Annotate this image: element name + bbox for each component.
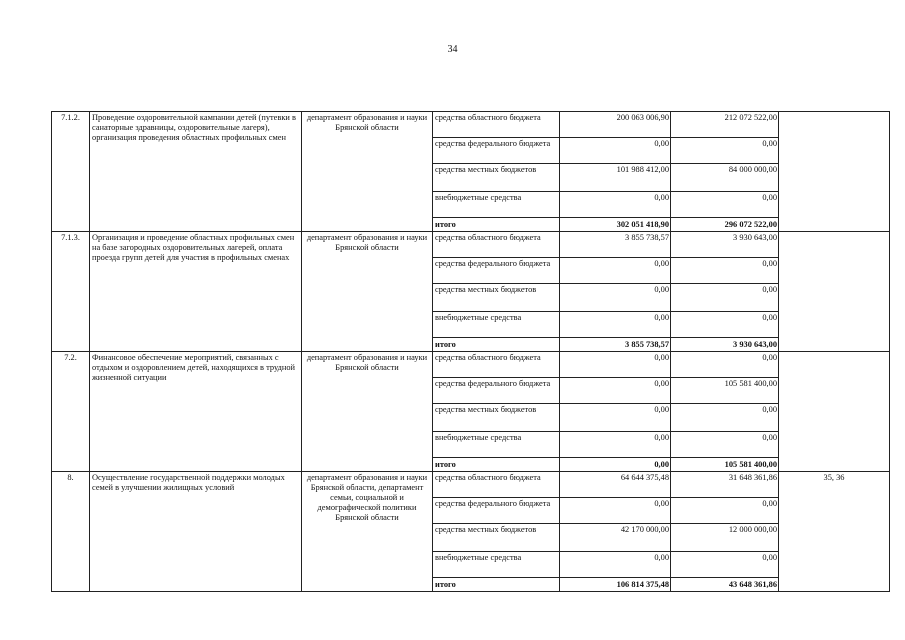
table-row — [52, 352, 890, 378]
table-row — [52, 112, 890, 138]
amount-year-1: 302 051 418,90 — [560, 218, 671, 232]
responsible-department: департамент образования и науки Брянской области, департамент семьи, социальной и демографической политики Брянской области — [302, 472, 433, 592]
amount-year-1: 106 814 375,48 — [560, 578, 671, 592]
responsible-department: департамент образования и науки Брянской области — [302, 232, 433, 352]
amount-year-2: 31 648 361,86 — [671, 472, 779, 498]
funding-source: средства федерального бюджета — [433, 378, 560, 404]
amount-year-2: 0,00 — [671, 352, 779, 378]
amount-year-1: 0,00 — [560, 192, 671, 218]
item-number: 7.2. — [52, 352, 90, 472]
amount-year-2: 0,00 — [671, 258, 779, 284]
amount-year-1: 0,00 — [560, 432, 671, 458]
funding-source: внебюджетные средства — [433, 552, 560, 578]
funding-source: средства местных бюджетов — [433, 164, 560, 192]
amount-year-2: 0,00 — [671, 192, 779, 218]
amount-year-2: 0,00 — [671, 552, 779, 578]
item-number: 7.1.3. — [52, 232, 90, 352]
funding-source: внебюджетные средства — [433, 432, 560, 458]
item-number: 8. — [52, 472, 90, 592]
amount-year-2: 105 581 400,00 — [671, 378, 779, 404]
amount-year-2: 3 930 643,00 — [671, 232, 779, 258]
amount-year-2: 12 000 000,00 — [671, 524, 779, 552]
amount-year-1: 200 063 006,90 — [560, 112, 671, 138]
budget-table — [51, 111, 890, 592]
funding-source: итого — [433, 458, 560, 472]
amount-year-1: 0,00 — [560, 258, 671, 284]
budget-table-body — [52, 112, 890, 592]
amount-year-2: 0,00 — [671, 498, 779, 524]
item-description: Осуществление государственной поддержки молодых семей в улучшении жилищных условий — [90, 472, 302, 592]
funding-source: средства федерального бюджета — [433, 138, 560, 164]
amount-year-1: 0,00 — [560, 378, 671, 404]
funding-source: средства областного бюджета — [433, 232, 560, 258]
funding-source: итого — [433, 218, 560, 232]
funding-source: итого — [433, 578, 560, 592]
amount-year-1: 0,00 — [560, 284, 671, 312]
table-row — [52, 232, 890, 258]
item-description: Финансовое обеспечение мероприятий, связанных с отдыхом и оздоровлением детей, находящихся в трудной жизненной ситуации — [90, 352, 302, 472]
funding-source: средства местных бюджетов — [433, 284, 560, 312]
indicator-reference: 35, 36 — [779, 472, 890, 592]
amount-year-1: 3 855 738,57 — [560, 232, 671, 258]
amount-year-2: 3 930 643,00 — [671, 338, 779, 352]
amount-year-1: 0,00 — [560, 404, 671, 432]
amount-year-1: 0,00 — [560, 352, 671, 378]
funding-source: средства федерального бюджета — [433, 498, 560, 524]
funding-source: средства федерального бюджета — [433, 258, 560, 284]
amount-year-2: 0,00 — [671, 312, 779, 338]
amount-year-1: 0,00 — [560, 498, 671, 524]
funding-source: внебюджетные средства — [433, 312, 560, 338]
amount-year-1: 0,00 — [560, 312, 671, 338]
amount-year-2: 0,00 — [671, 284, 779, 312]
funding-source: средства местных бюджетов — [433, 404, 560, 432]
amount-year-1: 3 855 738,57 — [560, 338, 671, 352]
responsible-department: департамент образования и науки Брянской области — [302, 352, 433, 472]
amount-year-2: 212 072 522,00 — [671, 112, 779, 138]
funding-source: итого — [433, 338, 560, 352]
funding-source: внебюджетные средства — [433, 192, 560, 218]
funding-source: средства областного бюджета — [433, 472, 560, 498]
item-description: Организация и проведение областных профильных смен на базе загородных оздоровительных лагерей, оплата проезда групп детей для участия в профильных сменах — [90, 232, 302, 352]
amount-year-2: 105 581 400,00 — [671, 458, 779, 472]
table-row — [52, 472, 890, 498]
amount-year-1: 101 988 412,00 — [560, 164, 671, 192]
amount-year-2: 0,00 — [671, 432, 779, 458]
amount-year-1: 0,00 — [560, 552, 671, 578]
amount-year-2: 0,00 — [671, 404, 779, 432]
amount-year-2: 43 648 361,86 — [671, 578, 779, 592]
page-number: 34 — [447, 44, 458, 55]
item-description: Проведение оздоровительной кампании детей (путевки в санаторные здравницы, оздоровительные лагеря), организация проведения областных профильных смен — [90, 112, 302, 232]
amount-year-2: 296 072 522,00 — [671, 218, 779, 232]
funding-source: средства местных бюджетов — [433, 524, 560, 552]
indicator-reference — [779, 232, 890, 352]
funding-source: средства областного бюджета — [433, 112, 560, 138]
responsible-department: департамент образования и науки Брянской области — [302, 112, 433, 232]
item-number: 7.1.2. — [52, 112, 90, 232]
amount-year-1: 64 644 375,48 — [560, 472, 671, 498]
indicator-reference — [779, 352, 890, 472]
amount-year-1: 0,00 — [560, 458, 671, 472]
amount-year-2: 0,00 — [671, 138, 779, 164]
amount-year-1: 42 170 000,00 — [560, 524, 671, 552]
amount-year-2: 84 000 000,00 — [671, 164, 779, 192]
amount-year-1: 0,00 — [560, 138, 671, 164]
funding-source: средства областного бюджета — [433, 352, 560, 378]
indicator-reference — [779, 112, 890, 232]
